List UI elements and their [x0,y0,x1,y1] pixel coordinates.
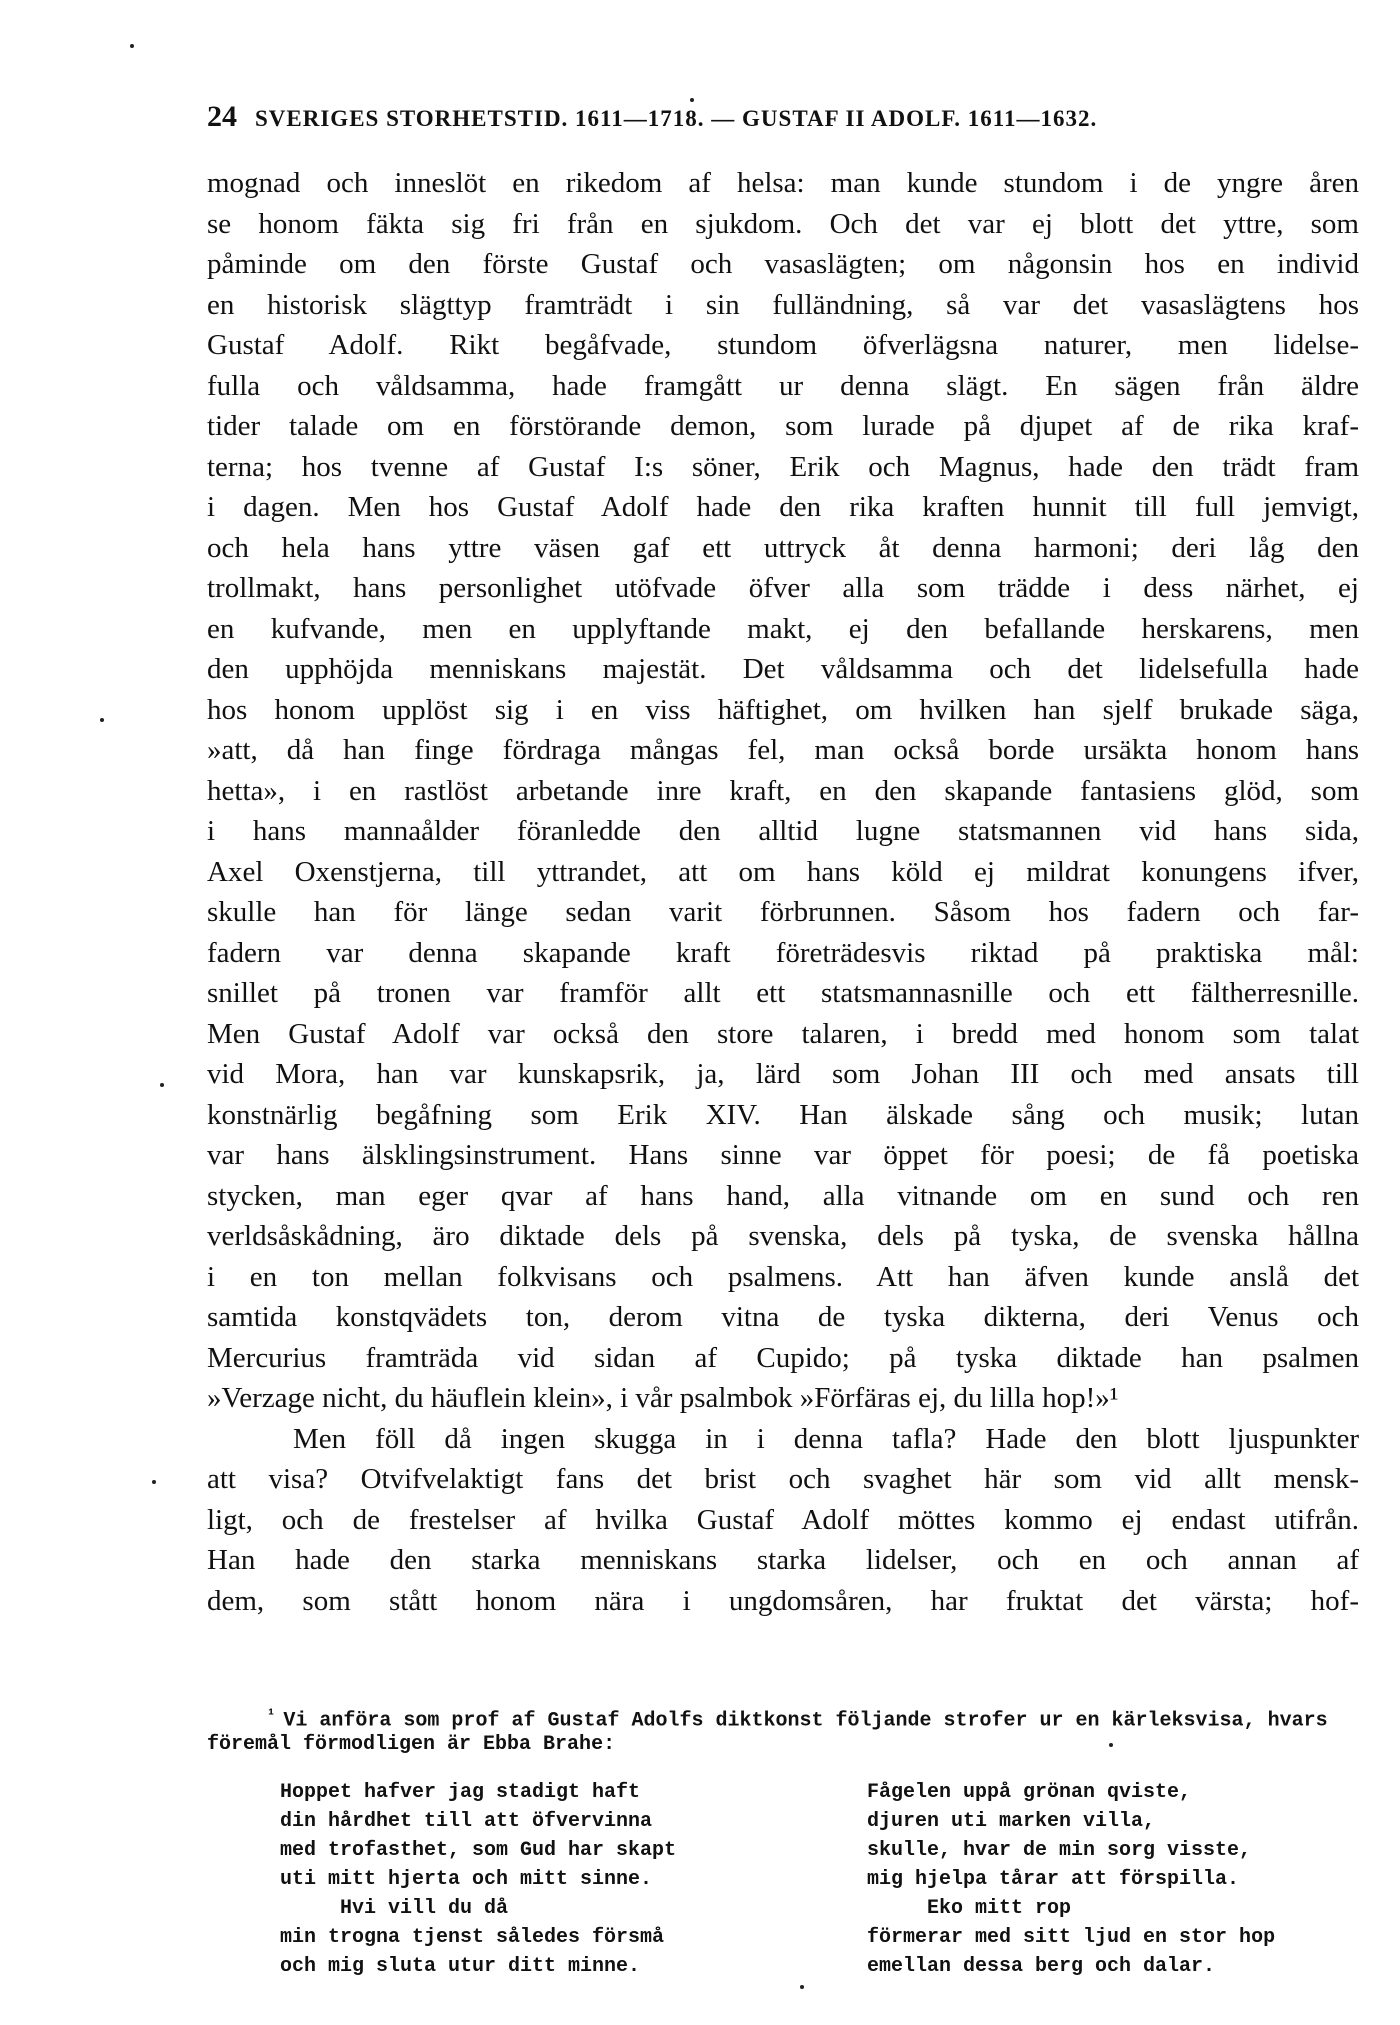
print-speck [800,1985,804,1989]
poem-line: mig hjelpa tårar att förspilla. [867,1868,1240,1891]
text-line: mognad och inneslöt en rikedom af helsa: man kunde stundom i de yngre åren [207,167,1359,199]
text-line: påminde om den förste Gustaf och vasaslägten; om någonsin hos en individ [207,248,1359,280]
poem-line: med trofasthet, som Gud har skapt [280,1839,677,1862]
poem-line: Hvi vill du då [340,1897,509,1920]
text-line: Axel Oxenstjerna, till yttrandet, att om hans köld ej mildrat konungens ifver, [207,855,1359,888]
footnote-text: Vi anföra som prof af Gustaf Adolfs diktkonst följande strofer ur en kärleksvisa, hvars [283,1709,1328,1733]
poem-line: Fågelen uppå grönan qviste, [867,1781,1192,1804]
text-line: tider talade om en förstörande demon, som lurade på djupet af de rika kraf- [207,410,1359,442]
text-line: stycken, man eger qvar af hans hand, alla vitnande om en sund och ren [207,1179,1359,1212]
text-line: skulle han för länge sedan varit förbrunnen. Såsom hos fadern och far- [207,896,1359,928]
poem-line: uti mitt hjerta och mitt sinne. [280,1868,653,1891]
poem-line: och mig sluta utur ditt minne. [280,1955,641,1978]
text-line: snillet på tronen var framför allt ett statsmannasnille och ett fältherresnille. [207,977,1359,1009]
text-line: fulla och våldsamma, hade framgått ur denna slägt. En sägen från äldre [207,369,1359,402]
text-line: i hans mannaålder föranledde den alltid lugne statsmannen vid hans sida, [207,815,1359,847]
print-speck [100,718,104,722]
footnote-line [207,1700,1359,1733]
print-speck [152,1480,156,1484]
text-line: terna; hos tvenne af Gustaf I:s söner, Erik och Magnus, hade den trädt fram [207,450,1359,483]
text-line: Mercurius framträda vid sidan af Cupido; på tyska diktade han psalmen [207,1341,1359,1374]
print-speck [690,98,694,102]
poem-line: skulle, hvar de min sorg visste, [867,1839,1252,1862]
text-line: i en ton mellan folkvisans och psalmens. Att han äfven kunde anslå det [207,1260,1359,1293]
text-line: ligt, och de frestelser af hvilka Gustaf Adolf möttes kommo ej endast utifrån. [207,1503,1359,1536]
text-line: »att, då han finge fördraga mångas fel, man också borde ursäkta honom hans [207,734,1359,766]
poem-line: djuren uti marken villa, [867,1810,1156,1833]
text-line: fadern var denna skapande kraft företrädesvis riktad på praktiska mål: [207,936,1359,969]
running-title: SVERIGES STORHETSTID. 1611—1718. — GUSTAF II ADOLF. 1611—1632. [255,106,1098,131]
body-text [207,163,1359,1621]
text-line: trollmakt, hans personlighet utöfvade öfver alla som trädde i dess närhet, ej [207,572,1359,604]
poem-stanza-left [280,1778,676,1981]
text-line: dem, som stått honom nära i ungdomsåren, har fruktat det värsta; hof- [207,1584,1359,1617]
footnote-marker: ¹ [267,1707,276,1723]
text-line: i dagen. Men hos Gustaf Adolf hade den rika kraften hunnit till full jemvigt, [207,491,1359,523]
print-speck [130,44,134,48]
footnote [207,1700,1359,1760]
text-line: en kufvande, men en upplyftande makt, ej den befallande herskarens, men [207,612,1359,645]
poem-line: din hårdhet till att öfvervinna [280,1810,653,1833]
text-line: Men Gustaf Adolf var också den store talaren, i bredd med honom som talat [207,1017,1359,1050]
print-speck [160,1083,164,1087]
poem-line: Hoppet hafver jag stadigt haft [280,1781,641,1804]
running-header [207,100,1292,134]
poem-stanza-right [867,1778,1275,1981]
text-line: Han hade den starka menniskans starka lidelser, och en och annan af [207,1544,1359,1576]
print-speck [1109,1743,1113,1747]
text-line: en historisk slägttyp framträdt i sin fulländning, så var det vasaslägtens hos [207,288,1359,321]
text-line: var hans älsklingsinstrument. Hans sinne var öppet för poesi; de få poetiska [207,1139,1359,1171]
text-line: konstnärlig begåfning som Erik XIV. Han älskade sång och musik; lutan [207,1098,1359,1131]
poem-line: förmerar med sitt ljud en stor hop [867,1926,1276,1949]
text-line: se honom fäkta sig fri från en sjukdom. Och det var ej blott det yttre, som [207,207,1359,240]
text-line: och hela hans yttre väsen gaf ett uttryck åt denna harmoni; deri låg den [207,531,1359,564]
page-number: 24 [207,100,237,133]
text-line: hos honom upplöst sig i en viss häftighet, om hvilken han sjelf brukade säga, [207,693,1359,726]
text-line: Gustaf Adolf. Rikt begåfvade, stundom öfverlägsna naturer, men lidelse- [207,329,1359,361]
footnote-line: föremål förmodligen är Ebba Brahe: [207,1733,616,1756]
text-line: hetta», i en rastlöst arbetande inre kraft, en den skapande fantasiens glöd, som [207,774,1359,807]
poem-line: emellan dessa berg och dalar. [867,1955,1216,1978]
text-line: »Verzage nicht, du häuflein klein», i vår psalmbok »Förfäras ej, du lilla hop!»¹ [207,1382,1119,1414]
text-line: Men föll då ingen skugga in i denna tafla? Hade den blott ljuspunkter [293,1422,1359,1455]
text-line: den upphöjda menniskans majestät. Det våldsamma och det lidelsefulla hade [207,653,1359,685]
text-line: samtida konstqvädets ton, derom vitna de tyska dikterna, deri Venus och [207,1301,1359,1333]
poem-line: min trogna tjenst således försmå [280,1926,665,1949]
text-line: verldsåskådning, äro diktade dels på svenska, dels på tyska, de svenska hållna [207,1220,1359,1252]
text-line: vid Mora, han var kunskapsrik, ja, lärd som Johan III och med ansats till [207,1058,1359,1090]
text-line: att visa? Otvifvelaktigt fans det brist och svaghet här som vid allt mensk- [207,1463,1359,1495]
poem-line: Eko mitt rop [927,1897,1072,1920]
